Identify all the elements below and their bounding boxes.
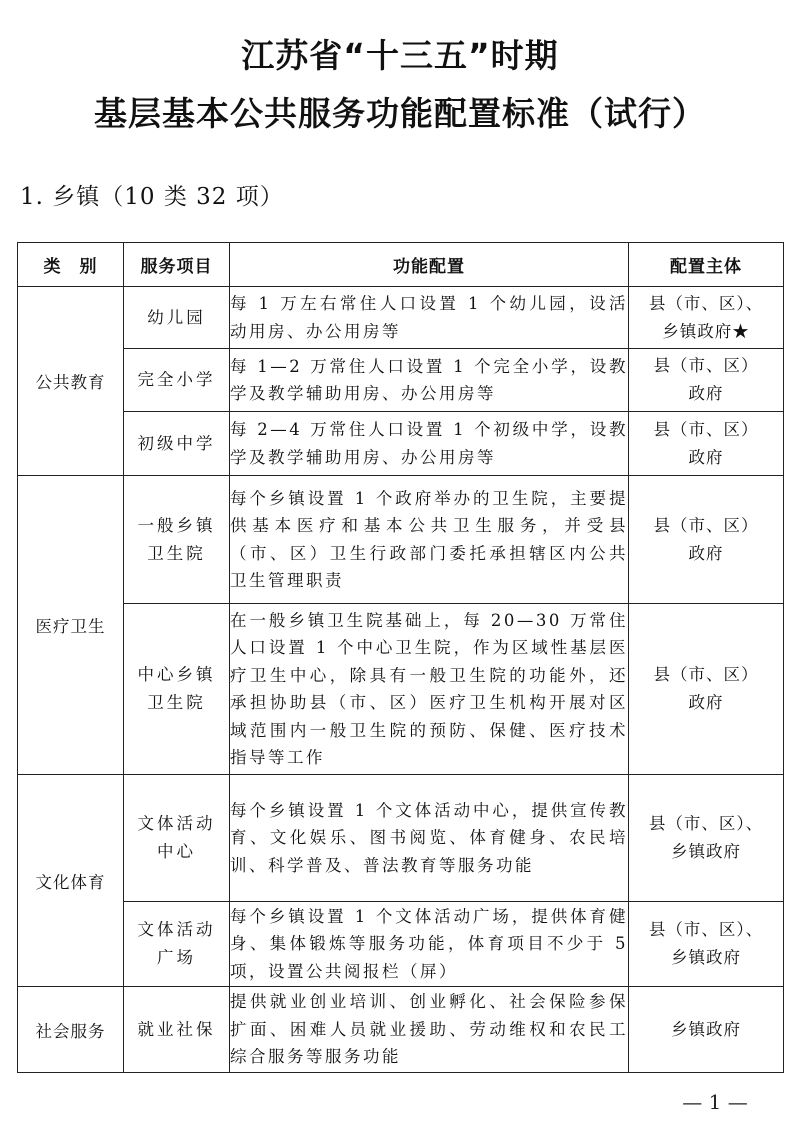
provider-cell [629, 987, 784, 1073]
service-name: 一般乡镇 [137, 515, 216, 535]
service-name: 卫生院 [147, 543, 206, 563]
provider-line: 政府 [688, 384, 724, 403]
header-provider: 配置主体 [629, 243, 784, 287]
provider-cell [629, 775, 784, 902]
provider-line: 县（市、区）、 [648, 920, 764, 939]
service-name: 文体活动 [137, 920, 216, 939]
service-cell [124, 775, 230, 902]
header-function: 功能配置 [230, 243, 629, 287]
provider-line: 县（市、区）、 [648, 814, 764, 833]
function-cell: 每个乡镇设置 1 个文体活动广场，提供体育健身、集体锻炼等服务功能，体育项目不少于 5 项，设置公共阅报栏（屏） [230, 902, 629, 987]
service-name: 中心 [157, 842, 196, 861]
provider-cell [629, 476, 784, 604]
function-cell: 每个乡镇设置 1 个政府举办的卫生院，主要提供基本医疗和基本公共卫生服务，并受县（市、区）卫生行政部门委托承担辖区内公共卫生管理职责 [230, 476, 629, 604]
table-row [18, 775, 784, 902]
table-row [18, 287, 784, 349]
section-heading: 1. 乡镇（10 类 32 项） [20, 184, 284, 210]
service-name: 中心乡镇 [137, 665, 216, 684]
table-row [18, 476, 784, 604]
page-number: — 1 — [682, 1090, 748, 1114]
function-cell: 每 2—4 万常住人口设置 1 个初级中学，设教学及教学辅助用房、办公用房等 [230, 412, 629, 476]
provider-line: 县（市、区）、 [648, 293, 764, 313]
service-name: 完全小学 [137, 370, 216, 389]
document-title-line-2: 基层基本公共服务功能配置标准（试行） [94, 94, 706, 133]
function-cell: 每 1 万左右常住人口设置 1 个幼儿园，设活动用房、办公用房等 [230, 287, 629, 349]
provider-cell [629, 349, 784, 412]
function-cell: 每个乡镇设置 1 个文体活动中心，提供宣传教育、文化娱乐、图书阅览、体育健身、农民培训、科学普及、普法教育等服务功能 [230, 775, 629, 902]
category-cell: 社会服务 [18, 987, 124, 1073]
table-row [18, 604, 784, 775]
service-name: 就业社保 [137, 1019, 216, 1039]
service-cell [124, 287, 230, 349]
table-row [18, 412, 784, 476]
table-row [18, 349, 784, 412]
table-header-row [18, 243, 784, 287]
provider-line: 县（市、区） [653, 356, 759, 375]
provider-cell [629, 902, 784, 987]
function-cell: 提供就业创业培训、创业孵化、社会保险参保扩面、困难人员就业援助、劳动维权和农民工综合服务等服务功能 [230, 987, 629, 1073]
provider-line: 县（市、区） [653, 419, 759, 439]
service-cell [124, 412, 230, 476]
category-cell: 医疗卫生 [18, 476, 124, 775]
service-cell [124, 476, 230, 604]
provider-cell [629, 287, 784, 349]
category-cell: 公共教育 [18, 287, 124, 476]
header-category: 类 别 [18, 243, 124, 287]
provider-cell [629, 412, 784, 476]
service-name: 广场 [157, 948, 196, 967]
service-cell [124, 987, 230, 1073]
provider-line: 政府 [688, 447, 724, 467]
provider-line: 乡镇政府 [671, 842, 741, 861]
function-cell: 在一般乡镇卫生院基础上，每 20—30 万常住人口设置 1 个中心卫生院，作为区域性基层医疗卫生中心，除具有一般卫生院的功能外，还承担协助县（市、区）医疗卫生机构开展对区域范围内一般卫生院的预防、保健、医疗技术指导等工作 [230, 604, 629, 775]
standards-table [17, 242, 784, 1073]
header-service: 服务项目 [124, 243, 230, 287]
provider-line: 政府 [688, 543, 724, 563]
service-cell [124, 604, 230, 775]
provider-line: 乡镇政府 [671, 948, 741, 967]
provider-line: 政府 [688, 693, 724, 712]
document-title-line-1: 江苏省“十三五”时期 [241, 36, 559, 75]
provider-line: 县（市、区） [653, 515, 759, 535]
service-name: 初级中学 [137, 433, 216, 453]
service-cell [124, 902, 230, 987]
service-name: 卫生院 [147, 693, 206, 712]
table-row [18, 987, 784, 1073]
provider-cell [629, 604, 784, 775]
provider-line: 乡镇政府 [671, 1019, 741, 1039]
provider-line: 乡镇政府★ [662, 321, 750, 341]
table-row [18, 902, 784, 987]
function-cell: 每 1—2 万常住人口设置 1 个完全小学，设教学及教学辅助用房、办公用房等 [230, 349, 629, 412]
category-cell: 文化体育 [18, 775, 124, 987]
service-name: 文体活动 [137, 814, 216, 833]
service-cell [124, 349, 230, 412]
provider-line: 县（市、区） [653, 665, 759, 684]
service-name: 幼儿园 [147, 307, 206, 327]
